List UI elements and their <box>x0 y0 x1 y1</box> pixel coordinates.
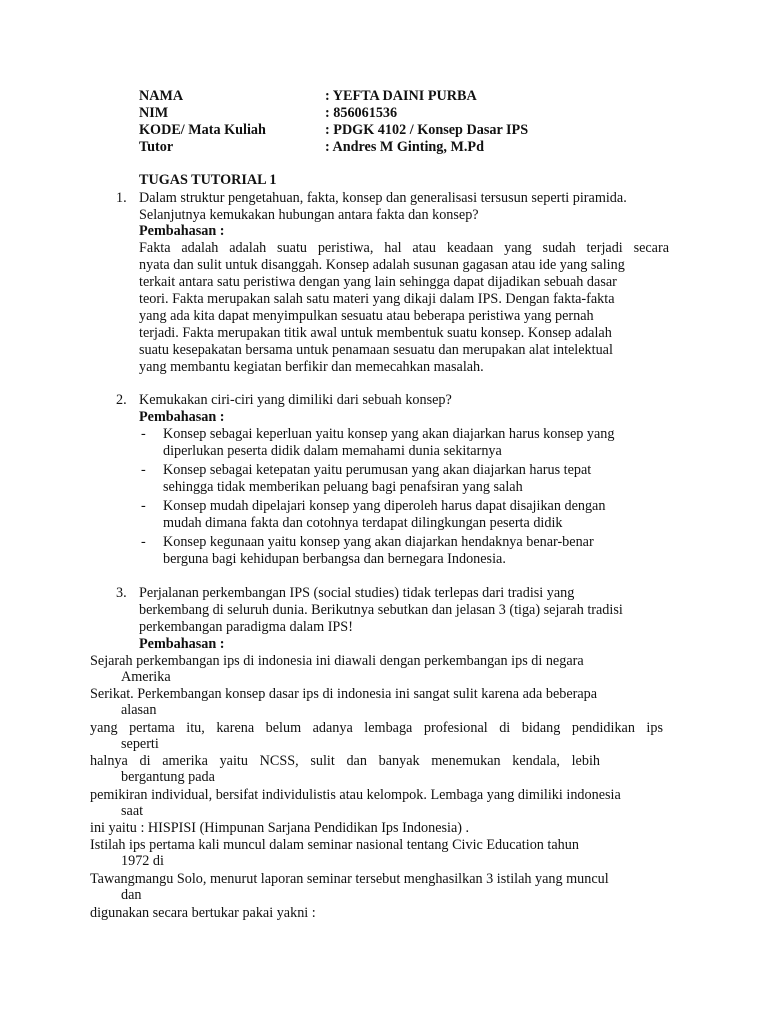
q3-question-line: perkembangan paradigma dalam IPS! <box>139 619 353 635</box>
q1-number: 1. <box>116 190 127 206</box>
bullet-dash: - <box>141 534 146 550</box>
q1-answer-line: terkait antara satu peristiwa dengan yang lain sehingga dapat dijadikan sebuah dasar <box>139 274 617 290</box>
bullet-dash: - <box>141 498 146 514</box>
q1-question-line: Selanjutnya kemukakan hubungan antara fakta dan konsep? <box>139 207 479 223</box>
bullet-item-line: diperlukan peserta didik dalam memahami dunia sekitarnya <box>163 443 502 459</box>
bullet-item-line: berguna bagi kehidupan berbangsa dan bernegara Indonesia. <box>163 551 506 567</box>
q3-answer-line: Sejarah perkembangan ips di indonesia ini diawali dengan perkembangan ips di negara <box>90 653 584 669</box>
q1-answer-line: suatu kesepakatan bersama untuk penamaan sesuatu dan merupakan alat intelektual <box>139 342 613 358</box>
q3-answer-continuation: dan <box>121 887 142 903</box>
q3-number: 3. <box>116 585 127 601</box>
q2-question: Kemukakan ciri-ciri yang dimiliki dari sebuah konsep? <box>139 392 452 408</box>
q3-answer-continuation: alasan <box>121 702 157 718</box>
q3-answer-line: Istilah ips pertama kali muncul dalam seminar nasional tentang Civic Education tahun <box>90 837 579 853</box>
bullet-dash: - <box>141 462 146 478</box>
q3-answer-line: halnya di amerika yaitu NCSS, sulit dan banyak menemukan kendala, lebih <box>90 753 600 769</box>
q3-answer-heading: Pembahasan : <box>139 636 225 652</box>
nama-label: NAMA <box>139 88 184 104</box>
bullet-item-line: Konsep kegunaan yaitu konsep yang akan diajarkan hendaknya benar-benar <box>163 534 594 550</box>
q1-answer-line: yang membantu kegiatan berfikir dan memecahkan masalah. <box>139 359 484 375</box>
nim-value: : 856061536 <box>325 105 398 121</box>
q1-question-line: Dalam struktur pengetahuan, fakta, konsep dan generalisasi tersusun seperti piramida. <box>139 190 627 206</box>
bullet-dash: - <box>141 426 146 442</box>
nama-value: : YEFTA DAINI PURBA <box>325 88 477 104</box>
q3-answer-continuation: saat <box>121 803 144 819</box>
q1-answer-line: teori. Fakta merupakan salah satu materi yang dikaji dalam IPS. Dengan fakta-fakta <box>139 291 615 307</box>
q2-number: 2. <box>116 392 127 408</box>
q3-question-line: berkembang di seluruh dunia. Berikutnya sebutkan dan jelasan 3 (tiga) sejarah tradisi <box>139 602 623 618</box>
q3-answer-line: yang pertama itu, karena belum adanya lembaga profesional di bidang pendidikan ips <box>90 720 663 736</box>
q3-answer-line: pemikiran individual, bersifat individulistis atau kelompok. Lembaga yang dimiliki indonesia <box>90 787 621 803</box>
q3-answer-line: Tawangmangu Solo, menurut laporan seminar tersebut menghasilkan 3 istilah yang muncul <box>90 871 609 887</box>
nim-label: NIM <box>139 105 169 121</box>
bullet-item-line: Konsep sebagai keperluan yaitu konsep yang akan diajarkan harus konsep yang <box>163 426 615 442</box>
q1-answer-line: terjadi. Fakta merupakan titik awal untuk membentuk suatu konsep. Konsep adalah <box>139 325 612 341</box>
q2-answer-heading: Pembahasan : <box>139 409 225 425</box>
tutor-label: Tutor <box>139 139 174 155</box>
q3-question-line: Perjalanan perkembangan IPS (social studies) tidak terlepas dari tradisi yang <box>139 585 575 601</box>
q1-answer-line: yang ada kita dapat menyimpulkan sesuatu atau beberapa peristiwa yang pernah <box>139 308 594 324</box>
bullet-item-line: sehingga tidak memberikan peluang bagi penafsiran yang salah <box>163 479 523 495</box>
q3-answer-line: digunakan secara bertukar pakai yakni : <box>90 905 316 921</box>
q1-answer-line: Fakta adalah adalah suatu peristiwa, hal atau keadaan yang sudah terjadi secara <box>139 240 669 256</box>
document-title: TUGAS TUTORIAL 1 <box>139 172 277 188</box>
q3-answer-continuation: seperti <box>121 736 159 752</box>
q3-answer-continuation: Amerika <box>121 669 171 685</box>
q1-answer-heading: Pembahasan : <box>139 223 225 239</box>
kode-label: KODE/ Mata Kuliah <box>139 122 266 138</box>
kode-value: : PDGK 4102 / Konsep Dasar IPS <box>325 122 529 138</box>
tutor-value: : Andres M Ginting, M.Pd <box>325 139 484 155</box>
q3-answer-line: ini yaitu : HISPISI (Himpunan Sarjana Pendidikan Ips Indonesia) . <box>90 820 470 836</box>
bullet-item-line: mudah dimana fakta dan cotohnya terdapat dilingkungan peserta didik <box>163 515 563 531</box>
bullet-item-line: Konsep mudah dipelajari konsep yang diperoleh harus dapat disajikan dengan <box>163 498 606 514</box>
q3-answer-continuation: bergantung pada <box>121 769 215 785</box>
bullet-item-line: Konsep sebagai ketepatan yaitu perumusan yang akan diajarkan harus tepat <box>163 462 592 478</box>
q1-answer-line: nyata dan sulit untuk disanggah. Konsep adalah susunan gagasan atau ide yang saling <box>139 257 625 273</box>
q3-answer-line: Serikat. Perkembangan konsep dasar ips di indonesia ini sangat sulit karena ada beberapa <box>90 686 598 702</box>
q3-answer-continuation: 1972 di <box>121 853 164 869</box>
